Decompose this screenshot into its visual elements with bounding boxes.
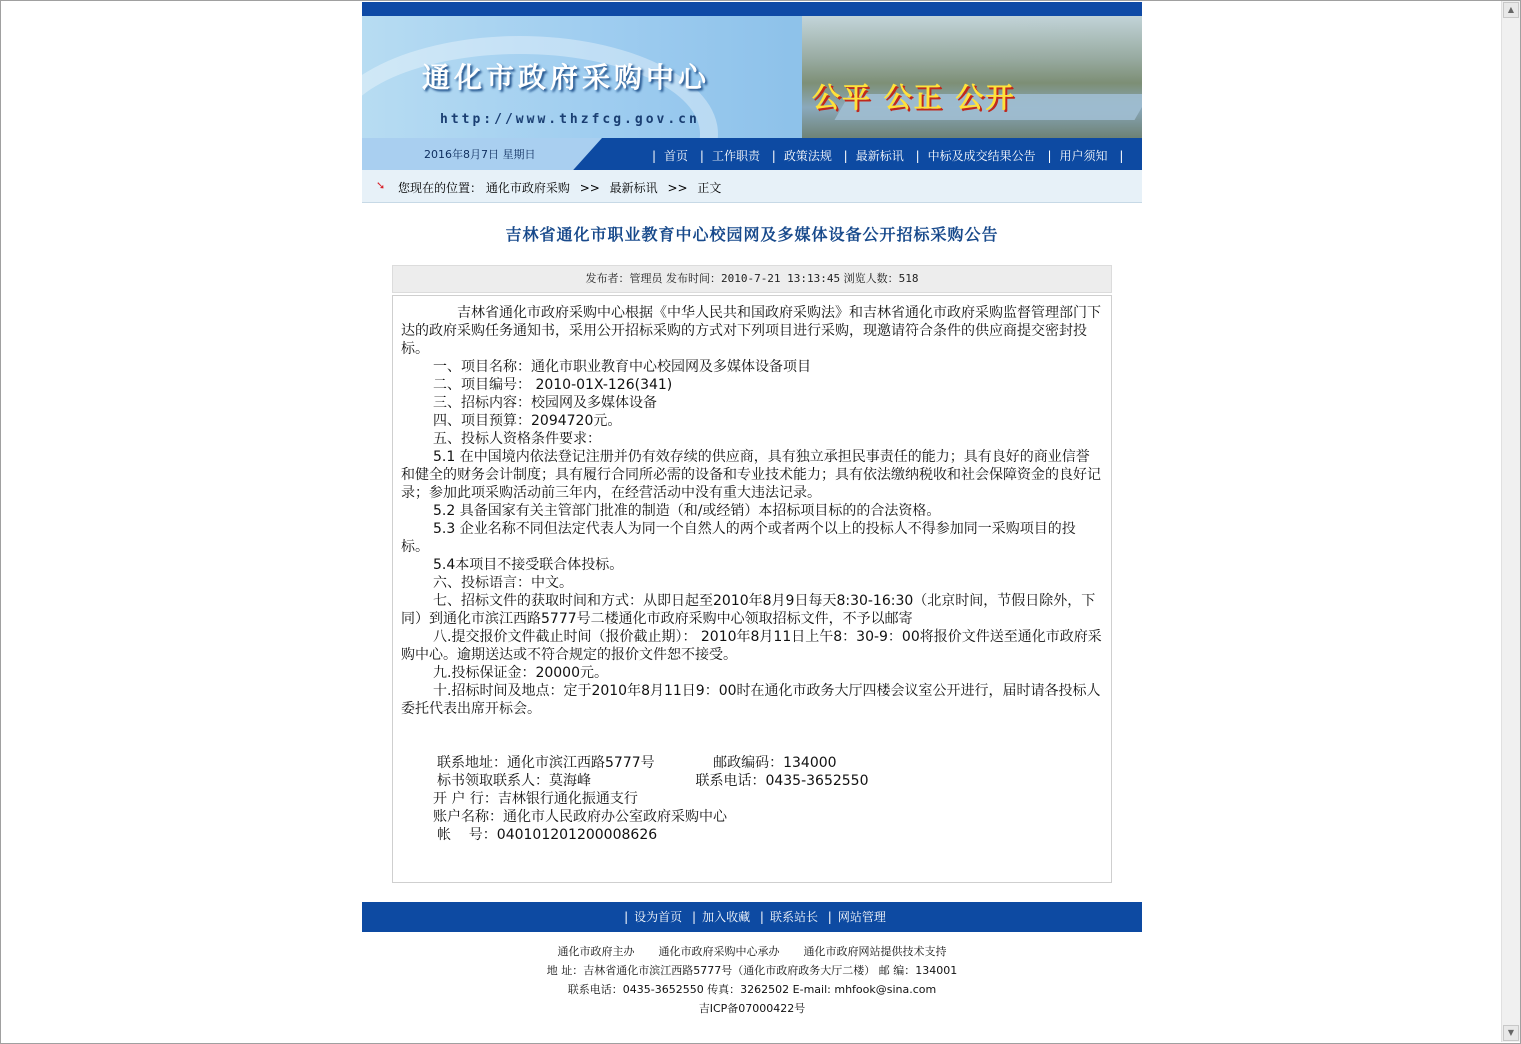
time-label: 发布时间： (665, 272, 721, 285)
article-paragraph: 五、投标人资格条件要求： (433, 431, 601, 447)
scroll-up-icon[interactable]: ▲ (1503, 2, 1519, 18)
breadcrumb-item-current: 正文 (697, 181, 722, 195)
publisher-name: 管理员 (629, 272, 663, 285)
site-url: http://www.thzfcg.gov.cn (440, 112, 700, 127)
account-number: 帐 号：040101201200008626 (437, 827, 658, 843)
nav-item-latest-bids[interactable]: 最新标讯 (855, 149, 904, 163)
contact-line (401, 754, 1103, 772)
article-paragraph: 六、投标语言：中文。 (433, 575, 573, 591)
current-date: 2016年8月7日 星期日 (424, 148, 536, 161)
footer-address: 地 址：吉林省通化市滨江西路5777号（通化市政府政务大厅二楼） 邮 编：134001 (546, 964, 958, 977)
article-paragraph: 5.1 在中国境内依法登记注册并仍有效存续的供应商，具有独立承担民事责任的能力；具有良好的商业信誉和健全的财务会计制度；具有履行合同所必需的设备和专业技术能力；具有依法缴纳税收和社会保障资金的良好记录；参加此项采购活动前三年内，在经营活动中没有重大违法记录。 (401, 449, 1101, 501)
article-title: 吉林省通化市职业教育中心校园网及多媒体设备公开招标采购公告 (505, 225, 999, 244)
contact-person: 标书领取联系人：莫海峰 (437, 773, 591, 789)
article-paragraph: 5.3 企业名称不同但法定代表人为同一个自然人的两个或者两个以上的投标人不得参加同一采购项目的投标。 (401, 521, 1076, 555)
breadcrumb (362, 170, 1142, 203)
breadcrumb-prefix: 您现在的位置： (398, 181, 483, 195)
footer-link-admin[interactable]: 网站管理 (837, 910, 886, 924)
scroll-down-icon[interactable]: ▼ (1503, 1025, 1519, 1041)
publish-time: 2010-7-21 13:13:45 (720, 272, 841, 285)
article-paragraph: 八.提交报价文件截止时间（报价截止期）： 2010年8月11日上午8：30-9：00将报价文件送至通化市政府采购中心。逾期送达或不符合规定的报价文件恕不接受。 (401, 629, 1102, 663)
article-body (392, 295, 1112, 883)
footer-contact: 联系电话：0435-3652550 传真：3262502 E-mail: mhfook@sina.com (567, 983, 937, 996)
nav-item-duties[interactable]: 工作职责 (711, 149, 760, 163)
article-paragraph: 十.招标时间及地点：定于2010年8月11日9：00时在通化市政务大厅四楼会议室公开进行，届时请各投标人委托代表出席开标会。 (401, 683, 1101, 717)
article-paragraph: 5.2 具备国家有关主管部门批准的制造（和/或经销）本招标项目标的的合法资格。 (433, 503, 941, 519)
vertical-scrollbar[interactable] (1501, 1, 1520, 1042)
article-paragraph: 二、项目编号： 2010-01X-126(341) (433, 377, 673, 393)
footer-link-contact[interactable]: 联系站长 (769, 910, 818, 924)
footer-link-set-home[interactable]: 设为首页 (634, 910, 683, 924)
breadcrumb-item-category[interactable]: 最新标讯 (609, 181, 658, 195)
article-paragraph: 三、招标内容：校园网及多媒体设备 (433, 395, 657, 411)
nav-menu: | 首页 | 工作职责 | 政策法规 | 最新标讯 | 中标及成交结果公告 | 用户须知 | (652, 149, 1124, 163)
footer-organizer: 通化市政府采购中心承办 (658, 945, 780, 958)
nav-item-home[interactable]: 首页 (664, 149, 689, 163)
page-container (362, 2, 1142, 1018)
contact-phone: 联系电话：0435-3652550 (695, 773, 869, 789)
main-nav (362, 138, 1142, 170)
nav-item-policies[interactable]: 政策法规 (783, 149, 832, 163)
article-meta (392, 265, 1112, 293)
footer-info (362, 942, 1142, 1018)
contact-address: 联系地址：通化市滨江西路5777号 (437, 755, 655, 771)
header-banner (362, 16, 1142, 138)
article-paragraph: 吉林省通化市政府采购中心根据《中华人民共和国政府采购法》和吉林省通化市政府采购监督管理部门下达的政府采购任务通知书，采用公开招标采购的方式对下列项目进行采购，现邀请符合条件的供应商提交密封投标。 (401, 305, 1101, 357)
article-paragraph: 七、招标文件的获取时间和方式：从即日起至2010年8月9日每天8:30-16:30（北京时间，节假日除外，下同）到通化市滨江西路5777号二楼通化市政府采购中心领取招标文件，不予以邮寄 (401, 593, 1096, 627)
footer-sponsor: 通化市政府主办 (557, 945, 635, 958)
footer-icp: 吉ICP备07000422号 (698, 1002, 806, 1015)
footer-nav: | 设为首页 | 加入收藏 | 联系站长 | 网站管理 (362, 902, 1142, 932)
footer-link-bookmark[interactable]: 加入收藏 (702, 910, 751, 924)
breadcrumb-item-home[interactable]: 通化市政府采购 (485, 181, 570, 195)
breadcrumb-separator: >> (579, 181, 600, 195)
breadcrumb-separator: >> (667, 181, 688, 195)
footer-credits (362, 942, 1142, 961)
slogan: 公平 公正 公开 (812, 81, 1016, 114)
footer-support: 通化市政府网站提供技术支持 (803, 945, 947, 958)
article-paragraph: 5.4本项目不接受联合体投标。 (433, 557, 624, 573)
red-arrow-icon: ➘ (376, 179, 386, 192)
nav-item-user-guide[interactable]: 用户须知 (1059, 149, 1108, 163)
site-title: 通化市政府采购中心 (422, 61, 711, 94)
view-count: 518 (898, 272, 919, 285)
bank-name: 开 户 行：吉林银行通化振通支行 (433, 791, 638, 807)
nav-item-results[interactable]: 中标及成交结果公告 (927, 149, 1036, 163)
contact-postcode: 邮政编码：134000 (713, 755, 837, 771)
publisher-label: 发布者： (585, 272, 630, 285)
article-paragraph: 九.投标保证金：20000元。 (433, 665, 608, 681)
top-bar (362, 2, 1142, 16)
article-paragraph: 一、项目名称：通化市职业教育中心校园网及多媒体设备项目 (433, 359, 811, 375)
contact-line (401, 772, 1103, 790)
account-name: 账户名称：通化市人民政府办公室政府采购中心 (433, 809, 727, 825)
article-paragraph: 四、项目预算：2094720元。 (433, 413, 622, 429)
views-label: 浏览人数： (843, 272, 899, 285)
